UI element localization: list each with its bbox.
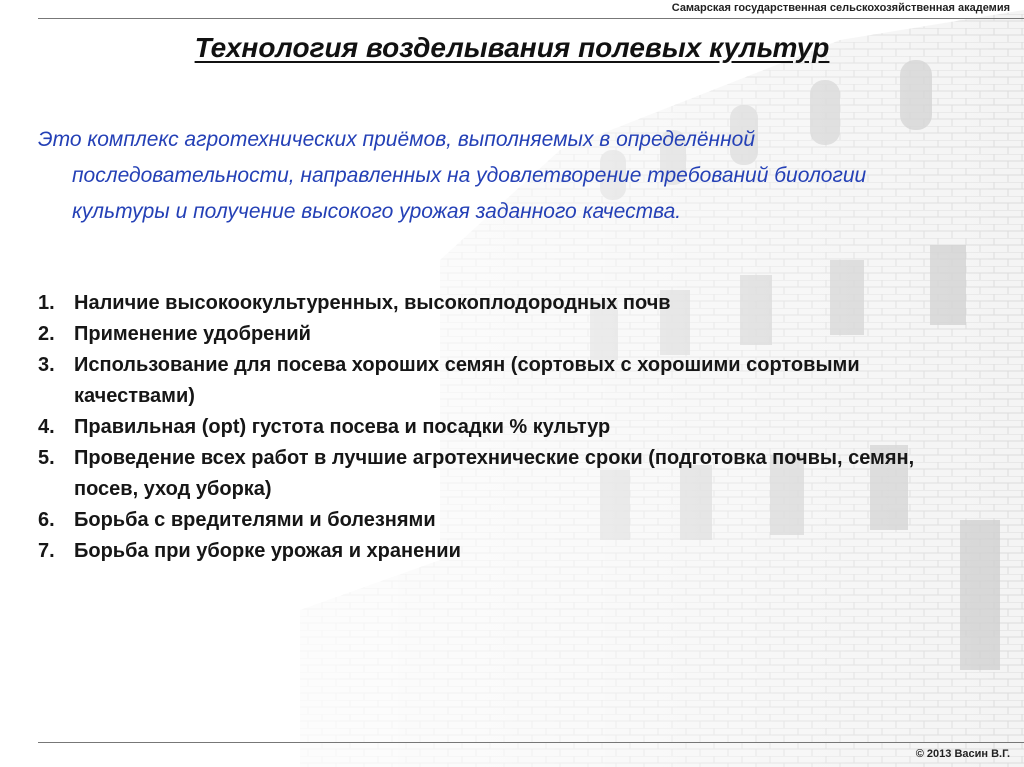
list-item bbox=[38, 288, 978, 319]
item-number: 7. bbox=[38, 540, 55, 562]
list-item bbox=[38, 350, 978, 412]
list-item bbox=[38, 505, 978, 536]
item-text: Правильная (opt) густота посева и посадки % культур bbox=[74, 416, 611, 438]
item-number: 5. bbox=[38, 447, 55, 469]
definition-paragraph: Это комплекс агротехнических приёмов, выполняемых в определённой последовательности, направленных на удовлетворение требований биологии культуры и получение высокого урожая заданного качества. bbox=[38, 128, 867, 223]
list-item bbox=[38, 319, 978, 350]
item-text: Использование для посева хороших семян (сортовых с хорошими сортовыми качествами) bbox=[74, 354, 860, 407]
item-number: 2. bbox=[38, 323, 55, 345]
item-text: Применение удобрений bbox=[74, 323, 311, 345]
slide-title: Технология возделывания полевых культур bbox=[194, 32, 830, 63]
list-item bbox=[38, 536, 978, 567]
item-number: 4. bbox=[38, 416, 55, 438]
item-text: Борьба при уборке урожая и хранении bbox=[74, 540, 461, 562]
item-text: Наличие высокоокультуренных, высокоплодородных почв bbox=[74, 292, 671, 314]
institution-name: Самарская государственная сельскохозяйственная академия bbox=[671, 2, 1010, 14]
item-number: 3. bbox=[38, 354, 55, 376]
item-number: 1. bbox=[38, 292, 55, 314]
copyright-text: © 2013 Васин В.Г. bbox=[915, 748, 1010, 760]
header-divider bbox=[38, 18, 1024, 19]
list-item bbox=[38, 412, 978, 443]
list-item bbox=[38, 443, 978, 505]
item-number: 6. bbox=[38, 509, 55, 531]
item-text: Борьба с вредителями и болезнями bbox=[74, 509, 436, 531]
criteria-list bbox=[38, 288, 978, 567]
footer-divider bbox=[38, 742, 1024, 743]
item-text: Проведение всех работ в лучшие агротехнические сроки (подготовка почвы, семян, посев, уход уборка) bbox=[74, 447, 915, 500]
